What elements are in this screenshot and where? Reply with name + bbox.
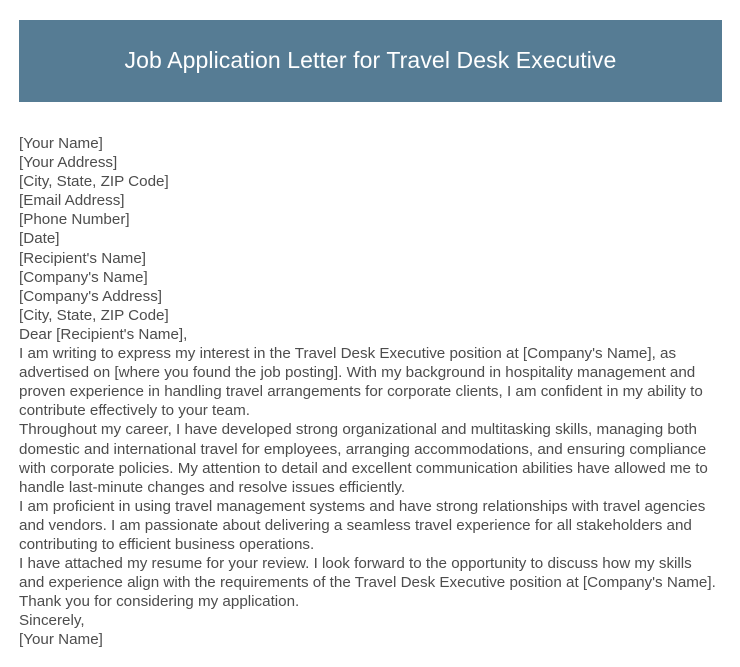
sender-name-line: [Your Name] (19, 135, 103, 152)
sender-address-line: [Your Address] (19, 154, 118, 172)
sender-phone-line: [Phone Number] (19, 211, 130, 229)
recipient-address-line: [Company's Address] (19, 287, 163, 305)
recipient-city-state-zip-line: [City, State, ZIP Code] (19, 306, 169, 324)
letter-paragraph-4: I have attached my resume for your review. I look forward to the opportunity to discuss how my skills and experience align with the requirements of the Travel Desk Executive position at [Company's Name]. Thank you for considering my application. (19, 555, 716, 611)
letter-paragraph-2: Throughout my career, I have developed strong organizational and multitasking skills, managing both domestic and international travel for employees, arranging accommodations, and ensuring compliance with corporate policies. My attention to detail and excellent communication abilities have allowed me to handle last-minute changes and resolve issues efficiently. (19, 421, 708, 496)
document-header-banner (19, 20, 722, 102)
salutation-line: Dear [Recipient's Name], (19, 325, 188, 343)
sender-email-line: [Email Address] (19, 192, 125, 210)
recipient-name-line: [Recipient's Name] (19, 249, 146, 267)
letter-paragraph-3: I am proficient in using travel management systems and have strong relationships with travel agencies and vendors. I am passionate about delivering a seamless travel experience for all stakeholders and contributing to efficient business operations. (19, 497, 706, 553)
closing-line: Sincerely, (19, 612, 85, 630)
page-title: Job Application Letter for Travel Desk Executive (124, 47, 617, 74)
sender-city-state-zip-line: [City, State, ZIP Code] (19, 173, 169, 191)
signature-name-line: [Your Name] (19, 631, 103, 649)
recipient-company-line: [Company's Name] (19, 268, 148, 286)
letter-body (19, 134, 716, 650)
letter-paragraph-1: I am writing to express my interest in the Travel Desk Executive position at [Company's Name], as advertised on [where you found the job posting]. With my background in hospitality management and proven experience in handling travel arrangements for corporate clients, I am confident in my ability to contribute effectively to your team. (19, 345, 703, 420)
date-line: [Date] (19, 230, 60, 248)
